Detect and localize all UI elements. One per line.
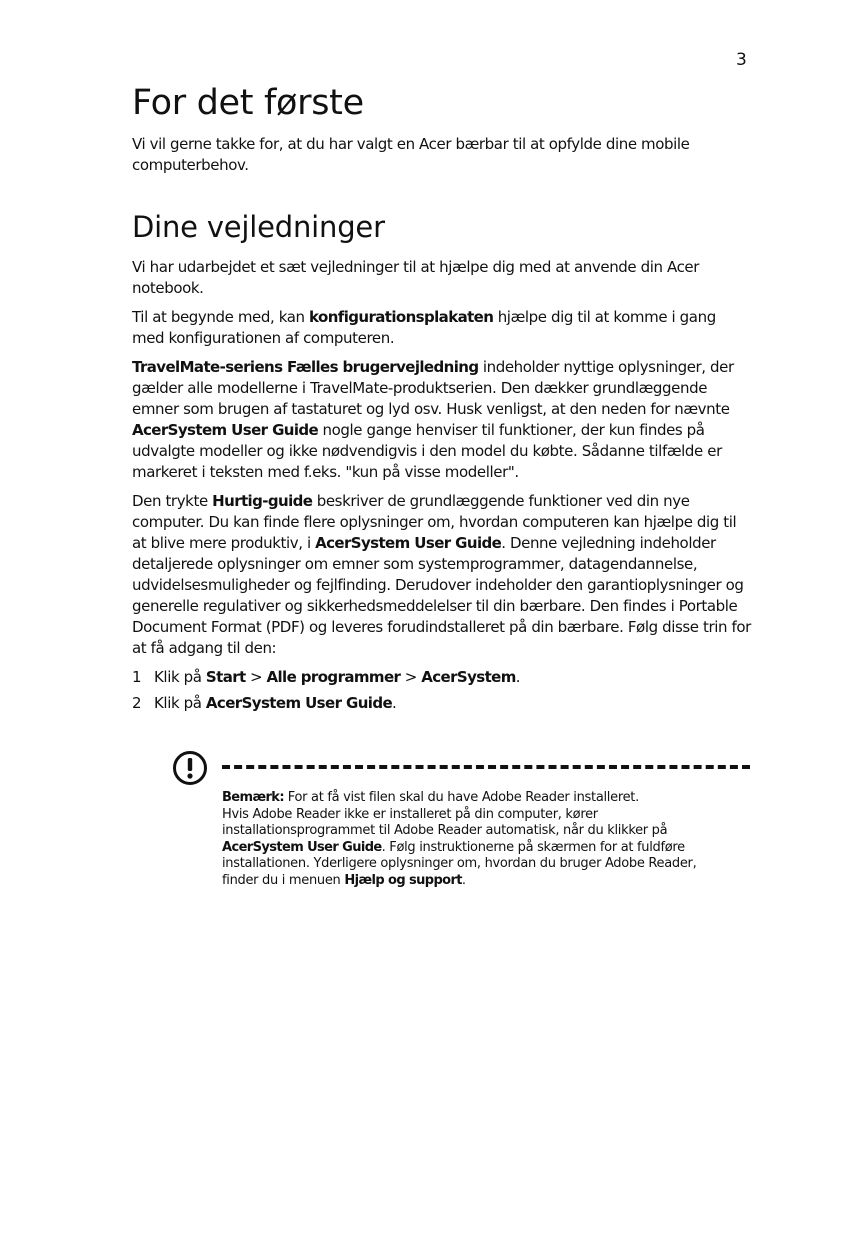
- steps-list: [132, 667, 752, 714]
- text-run: Den trykte: [132, 491, 213, 510]
- help-support-term: Hjælp og support: [344, 872, 462, 888]
- acersystem-term: AcerSystem: [421, 667, 516, 686]
- exclamation-circle-icon: [172, 750, 208, 786]
- paragraph-guides-intro: Vi har udarbejdet et sæt vejledninger til at hjælpe dig med at anvende din Acer notebook.: [132, 257, 700, 297]
- paragraph-generic-guide: [132, 357, 752, 483]
- text-run: For at få vist filen skal du have Adobe Reader installeret.: [283, 790, 639, 805]
- main-content: [132, 82, 752, 719]
- text-run: .: [392, 693, 397, 712]
- page-title: For det første: [132, 83, 364, 123]
- text-run: .: [515, 667, 521, 686]
- text-run: .: [461, 872, 466, 888]
- text-run: Klik på: [154, 693, 206, 712]
- text-run: Til at begynde med, kan: [132, 307, 310, 326]
- user-guide-term: AcerSystem User Guide: [205, 693, 393, 712]
- step-item: [132, 667, 752, 688]
- user-guide-term: AcerSystem User Guide: [222, 839, 382, 855]
- section-heading: Dine vejledninger: [132, 210, 385, 244]
- page-number: 3: [736, 50, 747, 70]
- user-guide-term: AcerSystem User Guide: [315, 533, 502, 552]
- paragraph-setup-poster: [132, 307, 752, 349]
- separator: >: [245, 667, 267, 686]
- generic-guide-term: TravelMate-seriens Fælles brugervejledning: [132, 357, 479, 376]
- step-item: [132, 693, 752, 714]
- text-run: hjælpe dig til at komme i gang med konfigurationen af computeren.: [132, 307, 716, 347]
- intro-paragraph: Vi vil gerne takke for, at du har valgt en Acer bærbar til at opfylde dine mobile computerbehov.: [132, 135, 690, 174]
- text-run: Hvis Adobe Reader ikke er installeret på din computer, kører installationsprogrammet til Adobe Reader automatisk, når du klikker på: [222, 806, 668, 838]
- quick-guide-term: Hurtig-guide: [212, 491, 313, 510]
- note-text: [222, 790, 722, 889]
- step-number: 2: [132, 693, 142, 712]
- text-run: . Følg instruktionerne på skærmen for at fuldføre installationen. Yderligere oplysninger om, hvordan du bruger Adobe Reader, finder du i menuen: [222, 839, 697, 888]
- all-programs-term: Alle programmer: [266, 667, 401, 686]
- setup-poster-term: konfigurationsplakaten: [309, 307, 494, 326]
- note-divider: [222, 765, 750, 769]
- user-guide-term: AcerSystem User Guide: [132, 420, 319, 439]
- text-run: . Denne vejledning indeholder detaljerede oplysninger om emner som systemprogrammer, datagendannelse, udvidelsesmuligheder og fejlfinding. Derudover indeholder den garantioplysninger og generelle regulativer og sikkerhedsmeddelelser til din bærbare. Den findes i Portable Document Format (PDF) og leveres forudindstalleret på din bærbare. Følg disse trin for at få adgang til den:: [132, 533, 751, 657]
- step-number: 1: [132, 667, 142, 686]
- text-run: nogle gange henviser til funktioner, der kun findes på udvalgte modeller og ikke nødvendigvis i den model du købte. Sådanne tilfælde er markeret i teksten med f.eks. "kun på visse modeller".: [132, 420, 722, 481]
- paragraph-quick-guide: [132, 491, 752, 659]
- step-text: [154, 693, 396, 714]
- step-text: [154, 667, 520, 688]
- start-menu-term: Start: [205, 667, 246, 686]
- separator: >: [400, 667, 422, 686]
- text-run: Klik på: [154, 667, 206, 686]
- note-label: Bemærk:: [222, 790, 284, 805]
- text-run: indeholder nyttige oplysninger, der gælder alle modellerne i TravelMate-produktserien. Den dækker grundlæggende emner som brugen af tastaturet og lyd osv. Husk venligst, at den neden for nævnte: [132, 357, 734, 418]
- text-run: beskriver de grundlæggende funktioner ved din nye computer. Du kan finde flere oplysninger om, hvordan computeren kan hjælpe dig til at blive mere produktiv, i: [132, 491, 737, 552]
